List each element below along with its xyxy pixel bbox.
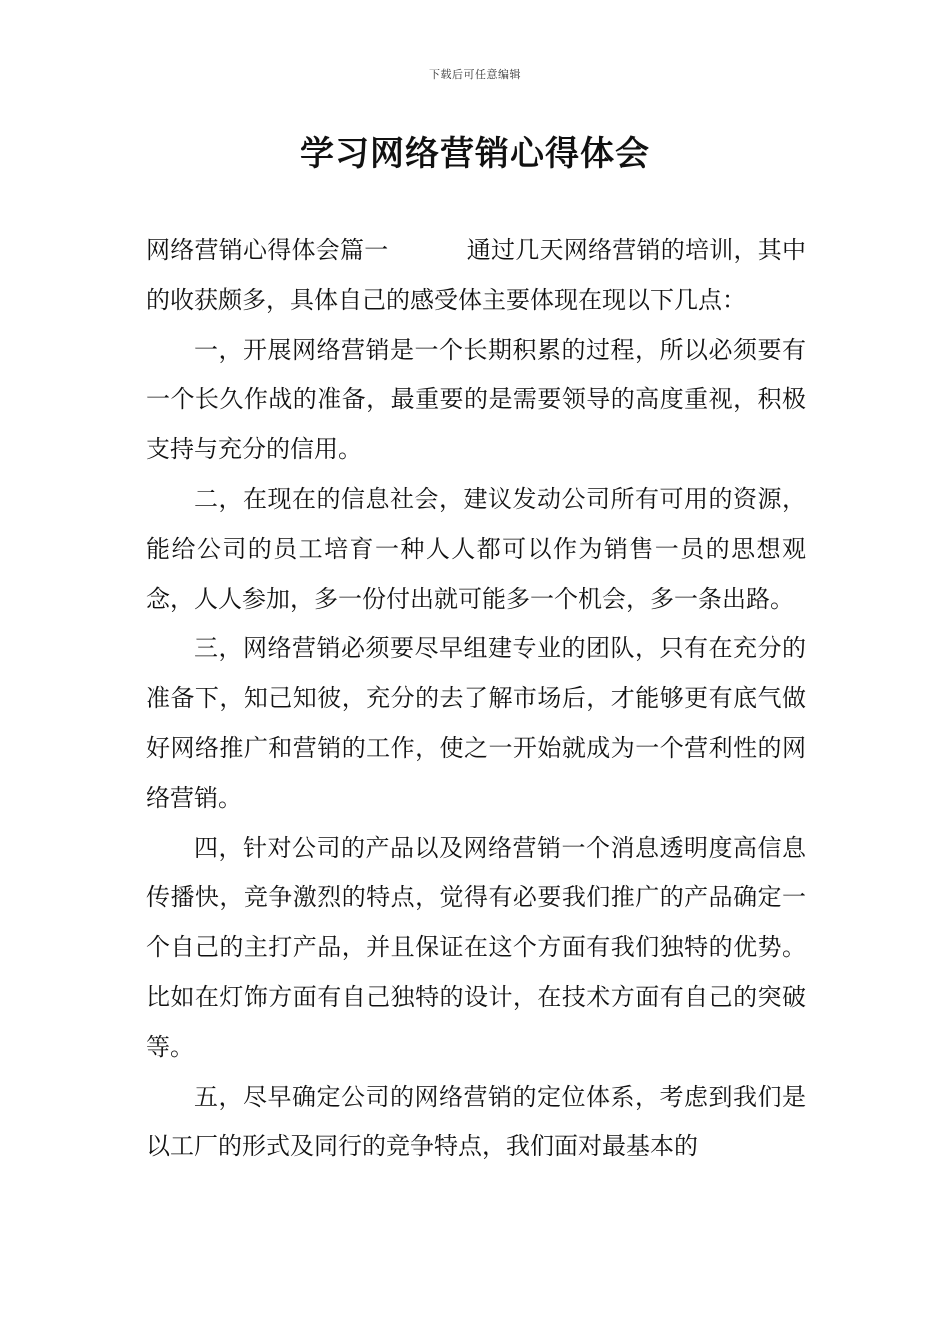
intro-lead: 网络营销心得体会篇一	[146, 236, 389, 264]
paragraph-5: 五，尽早确定公司的网络营销的定位体系，考虑到我们是以工厂的形式及同行的竞争特点，我们面对最基本的	[146, 1082, 806, 1161]
intro-text: 通过几天网络营销的培训，其中的收获颇多，具体自己的感受体主要体现在现以下几点：	[146, 236, 806, 314]
paragraph-2: 二，在现在的信息社会，建议发动公司所有可用的资源，能给公司的员工培育一种人人都可以作为销售一员的思想观念，人人参加，多一份付出就可能多一个机会，多一条出路。	[146, 484, 806, 613]
document-body	[146, 226, 806, 1172]
paragraph-4: 四，针对公司的产品以及网络营销一个消息透明度高信息传播快，竞争激烈的特点，觉得有必要我们推广的产品确定一个自己的主打产品，并且保证在这个方面有我们独特的优势。比如在灯饰方面有自己独特的设计，在技术方面有自己的突破等。	[146, 833, 806, 1061]
paragraph-1: 一，开展网络营销是一个长期积累的过程，所以必须要有一个长久作战的准备，最重要的是需要领导的高度重视，积极支持与充分的信用。	[146, 335, 806, 464]
document-title: 学习网络营销心得体会	[300, 134, 650, 174]
paragraph-3: 三，网络营销必须要尽早组建专业的团队，只有在充分的准备下，知己知彼，充分的去了解市场后，才能够更有底气做好网络推广和营销的工作，使之一开始就成为一个营利性的网络营销。	[146, 634, 806, 812]
intro-paragraph	[146, 226, 806, 326]
header-note: 下载后可任意编辑	[429, 68, 521, 81]
